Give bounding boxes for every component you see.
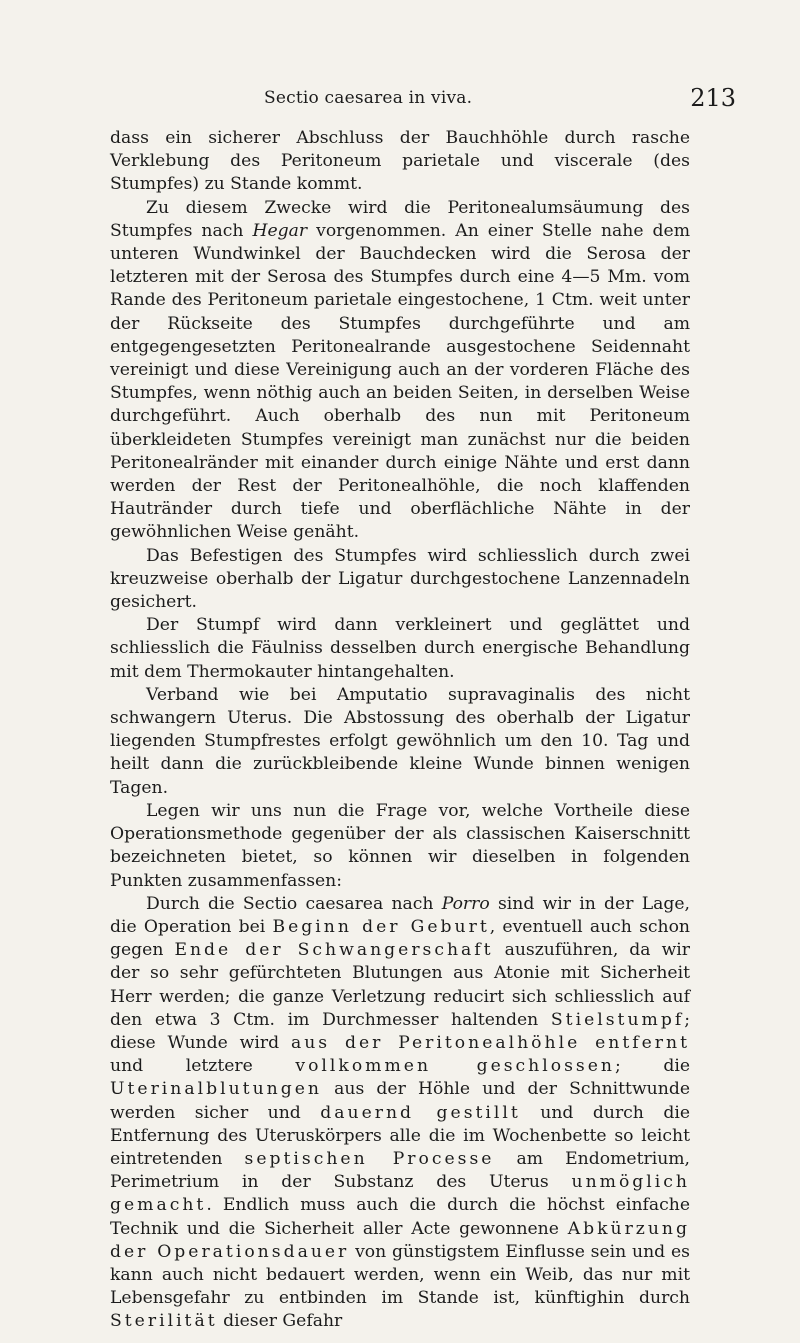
- text-run: , eventuell auch schon gegen: [110, 916, 690, 961]
- emphasized-spaced-text: Ende der Schwangerschaft: [174, 940, 494, 961]
- emphasized-spaced-text: septischen Processe: [244, 1148, 495, 1169]
- text-run: vorgenommen. An einer Stelle nahe dem unteren Wundwinkel der Bauchdecken wird die Serosa der letzteren mit der Serosa des Stumpfes durch eine 4—5 Mm. vom Rande des Peritoneum parietale eingestochene, 1 Ctm. weit unter der Rückseite des Stumpfes durchgeführte und am entgegengesetzten Peritonealrande ausgestochene Seidennaht vereinigt und diese Vereinigung auch an der vorderen Fläche des Stumpfes, wenn nöthig auch an beiden Seiten, in derselben Weise durchgeführt. Auch oberhalb des nun mit Peritoneum überkleideten Stumpfes vereinigt man zunächst nur die beiden Peritonealränder mit einander durch einige Nähte und erst dann werden der Rest der Peritonealhöhle, die noch klaffenden Hautränder durch tiefe und oberflächliche Nähte in der gewöhnlichen Weise genäht.: [110, 220, 690, 543]
- emphasized-spaced-text: aus der Peritonealhöhle entfernt: [290, 1032, 690, 1053]
- text-run: . Endlich muss auch die durch die höchst einfache Technik und die Sicherheit aller Acte gewonnene: [110, 1195, 690, 1239]
- body-text: [110, 127, 690, 1334]
- paragraph: [110, 684, 690, 800]
- text-run: von günstigstem Einflusse sein und es kann auch nicht bedauert werden, wenn ein Weib, das nur mit Lebensgefahr zu entbinden im Stande ist, künftighin durch: [110, 1241, 690, 1309]
- emphasized-spaced-text: vollkommen geschlossen: [295, 1056, 615, 1077]
- text-run: und letztere: [110, 1056, 296, 1077]
- italic-name: Porro: [441, 893, 490, 914]
- paragraph: [110, 197, 690, 545]
- running-title: Sectio caesarea in viva.: [264, 88, 473, 108]
- emphasized-spaced-text: Abkürzung der Operationsdauer: [110, 1218, 690, 1262]
- paragraph: [110, 614, 690, 684]
- emphasized-spaced-text: dauernd gestillt: [320, 1102, 521, 1123]
- text-run: Verband wie bei Amputatio supravaginalis des nicht schwangern Uterus. Die Abstossung des oberhalb der Ligatur liegenden Stumpfrestes erfolgt gewöhnlich um den 10. Tag und heilt dann die zurückbleibende kleine Wunde binnen wenigen Tagen.: [110, 684, 690, 798]
- text-run: Der Stumpf wird dann verkleinert und geglättet und schliesslich die Fäulniss desselben durch energische Behandlung mit dem Thermokauter hintangehalten.: [110, 615, 690, 682]
- emphasized-spaced-text: Stielstumpf: [550, 1009, 685, 1030]
- paragraph: [110, 545, 690, 615]
- paragraph: [110, 127, 690, 197]
- italic-name: Hegar: [252, 220, 308, 241]
- text-run: dieser Gefahr: [217, 1311, 343, 1332]
- page-number: 213: [690, 84, 736, 112]
- text-run: ; die: [614, 1056, 690, 1077]
- text-run: sind wir in der Lage, die Operation bei: [110, 893, 690, 937]
- text-run: Das Befestigen des Stumpfes wird schliesslich durch zwei kreuzweise oberhalb der Ligatur durchgestochene Lanzennadeln gesichert.: [110, 545, 690, 613]
- text-run: und durch die Entfernung des Uteruskörpers alle die im Wochenbette so leicht eintretenden: [110, 1102, 691, 1169]
- text-run: auszuführen, da wir der so sehr gefürchteten Blutungen aus Atonie mit Sicherheit Herr werden; die ganze Verletzung reducirt sich schliesslich auf den etwa 3 Ctm. im Durchmesser haltenden: [110, 940, 690, 1030]
- emphasized-spaced-text: unmöglich gemacht: [110, 1172, 690, 1216]
- paragraph: [110, 800, 690, 893]
- paragraph: [110, 893, 690, 1334]
- emphasized-spaced-text: Uterinalblutungen: [110, 1079, 322, 1100]
- running-head: [110, 84, 736, 112]
- emphasized-spaced-text: Sterilität: [110, 1311, 218, 1332]
- text-run: Durch die Sectio caesarea nach: [146, 893, 442, 914]
- text-run: Zu diesem Zwecke wird die Peritonealumsäumung des Stumpfes nach: [110, 197, 690, 241]
- text-run: ; diese Wunde wird: [110, 1009, 690, 1053]
- text-run: Legen wir uns nun die Frage vor, welche Vortheile diese Operationsmethode gegenüber der als classischen Kaiserschnitt bezeichneten bietet, so können wir dieselben in folgenden Punkten zusammenfassen:: [110, 800, 690, 891]
- text-run: dass ein sicherer Abschluss der Bauchhöhle durch rasche Verklebung des Peritoneum parietale und viscerale (des Stumpfes) zu Stande kommt.: [110, 128, 690, 195]
- text-run: am Endometrium, Perimetrium in der Substanz des Uterus: [110, 1148, 691, 1193]
- text-run: aus der Höhle und der Schnittwunde werden sicher und: [110, 1079, 690, 1123]
- emphasized-spaced-text: Beginn der Geburt: [272, 916, 490, 937]
